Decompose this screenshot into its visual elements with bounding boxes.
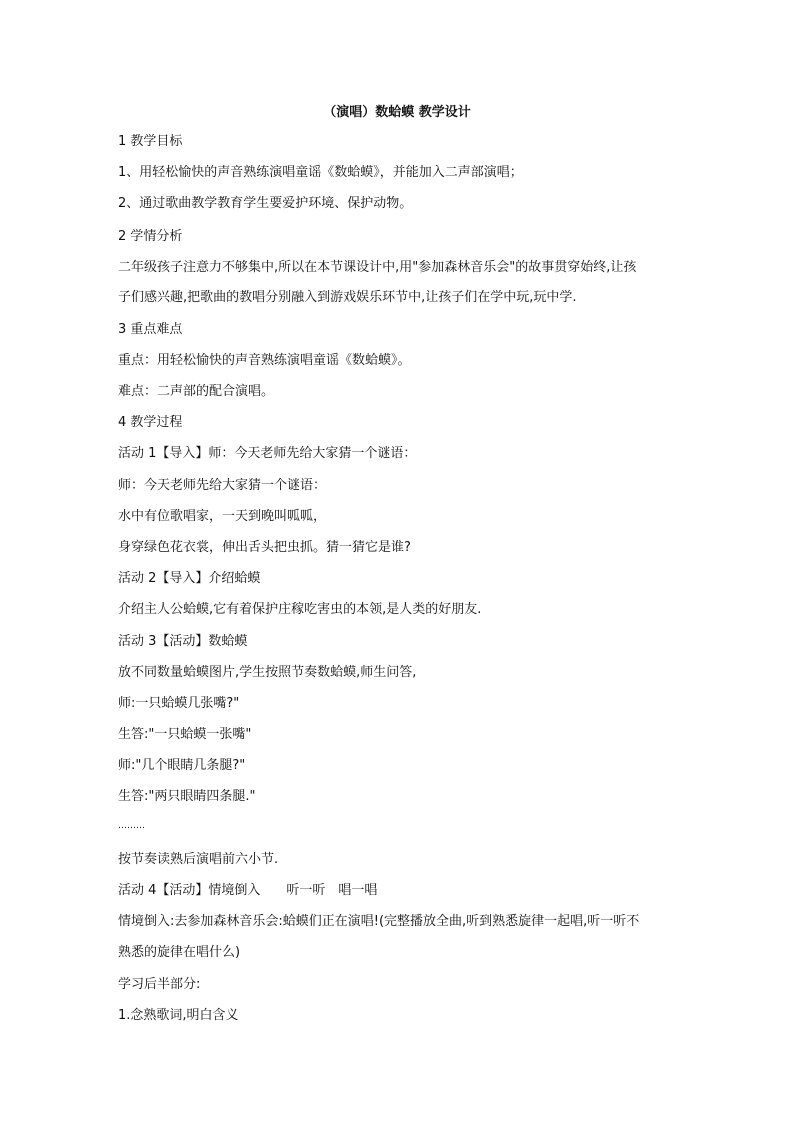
section-heading-process: 4 教学过程 bbox=[118, 415, 183, 430]
paragraph-line: 师:一只蛤蟆几张嘴?" bbox=[118, 696, 240, 711]
activity-heading: 活动 1【导入】师：今天老师先给大家猜一个谜语： bbox=[118, 446, 417, 461]
section-heading-key-points: 3 重点难点 bbox=[118, 322, 183, 337]
paragraph-line: 按节奏读熟后演唱前六小节. bbox=[118, 852, 279, 867]
paragraph-line: 身穿绿色花衣裳，伸出舌头把虫抓。猜一猜它是谁? bbox=[118, 540, 411, 555]
ellipsis-line: ……… bbox=[118, 821, 145, 831]
activity-heading: 活动 2【导入】介绍蛤蟆 bbox=[118, 571, 261, 586]
paragraph-line: 熟悉的旋律在唱什么) bbox=[118, 945, 241, 960]
activity-heading: 活动 4【活动】情境倒入 听一听 唱一唱 bbox=[118, 883, 378, 898]
paragraph-line: 介绍主人公蛤蟆,它有着保护庄稼吃害虫的本领,是人类的好朋友. bbox=[118, 602, 482, 617]
paragraph-line: 生答:"一只蛤蟆一张嘴" bbox=[118, 727, 252, 742]
section-heading-objectives: 1 教学目标 bbox=[118, 134, 183, 149]
activity-heading: 活动 3【活动】数蛤蟆 bbox=[118, 634, 248, 649]
paragraph-line: 情境倒入:去参加森林音乐会:蛤蟆们正在演唱!(完整播放全曲,听到熟悉旋律一起唱,听一听不 bbox=[118, 914, 640, 929]
paragraph-line: 生答:"两只眼睛四条腿." bbox=[118, 789, 256, 804]
paragraph-line: 重点：用轻松愉快的声音熟练演唱童谣《数蛤蟆》。 bbox=[118, 353, 411, 368]
paragraph-line: 难点：二声部的配合演唱。 bbox=[118, 384, 275, 399]
document-title: （演唱）数蛤蟆 教学设计 bbox=[323, 105, 471, 120]
paragraph-line: 师:"几个眼睛几条腿?" bbox=[118, 758, 246, 773]
paragraph-line: 学习后半部分: bbox=[118, 977, 201, 992]
paragraph-line: 师：今天老师先给大家猜一个谜语： bbox=[118, 478, 327, 493]
paragraph-line: 放不同数量蛤蟆图片,学生按照节奏数蛤蟆,师生问答, bbox=[118, 665, 417, 680]
paragraph-line: 1.念熟歌词,明白含义 bbox=[118, 1008, 239, 1023]
paragraph-line: 1、用轻松愉快的声音熟练演唱童谣《数蛤蟆》，并能加入二声部演唱； bbox=[118, 165, 523, 180]
paragraph-line: 二年级孩子注意力不够集中,所以在本节课设计中,用"参加森林音乐会"的故事贯穿始终,让孩 bbox=[118, 260, 637, 275]
section-heading-analysis: 2 学情分析 bbox=[118, 229, 183, 244]
paragraph-line: 2、通过歌曲教学教育学生要爱护环境、保护动物。 bbox=[118, 196, 413, 211]
paragraph-line: 子们感兴趣,把歌曲的教唱分别融入到游戏娱乐环节中,让孩子们在学中玩,玩中学. bbox=[118, 290, 577, 305]
paragraph-line: 水中有位歌唱家，一天到晚叫呱呱， bbox=[118, 509, 327, 524]
